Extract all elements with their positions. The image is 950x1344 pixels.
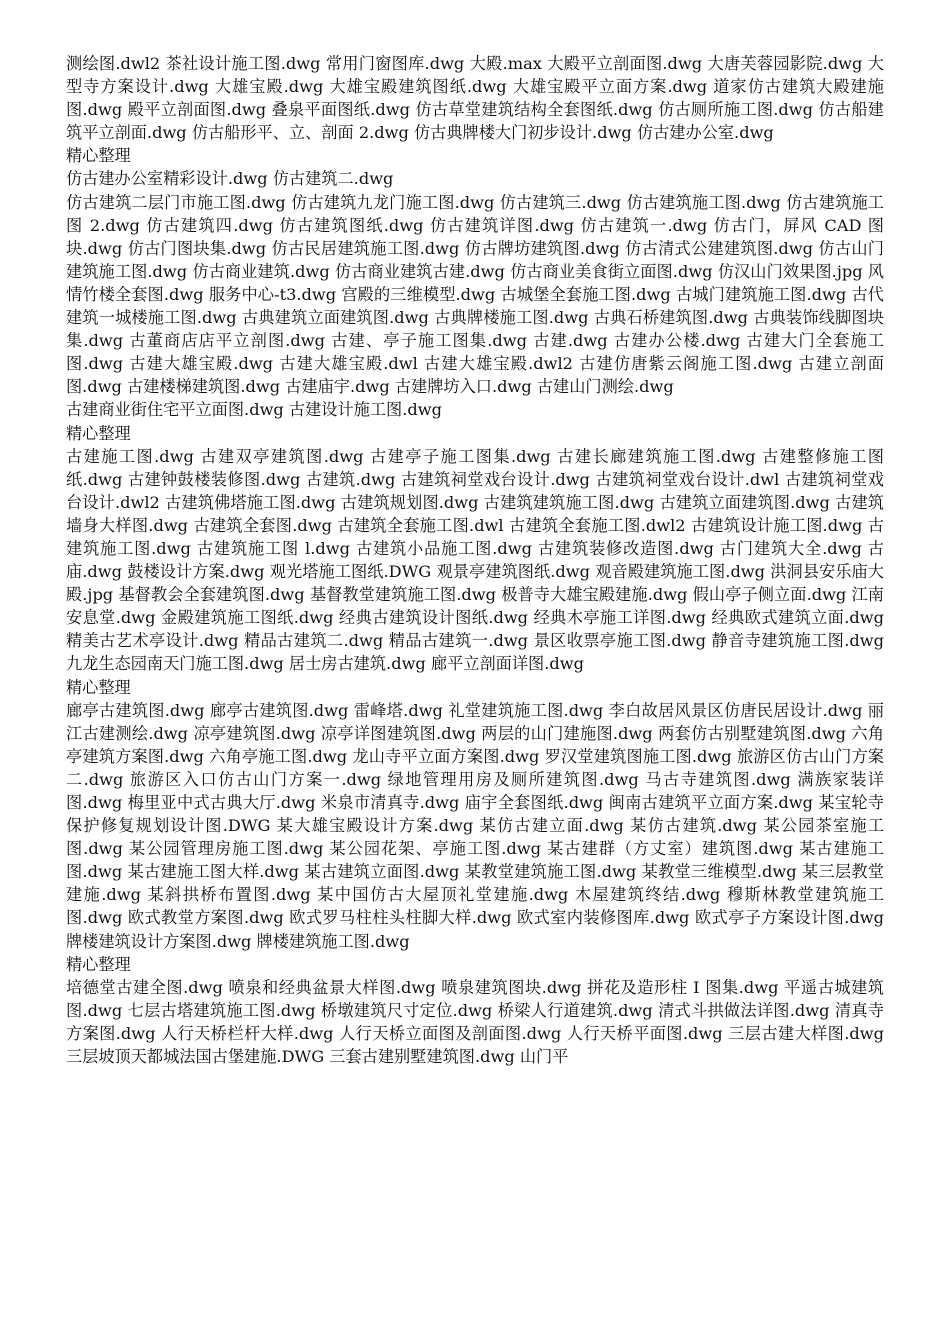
section-heading: 精心整理 — [66, 677, 131, 697]
paragraph: 仿古建筑二层门市施工图.dwg 仿古建筑九龙门施工图.dwg 仿古建筑三.dwg 仿古建筑施工图.dwg 仿古建筑施工图 2.dwg 仿古建筑四.dwg 仿古建筑图纸.dwg 仿古建筑详图.dwg 仿古建筑一.dwg 仿古门，屏风 CAD 图块.dwg 仿古门图块集.dwg 仿古民居建筑施工图.dwg 仿古牌坊建筑图.dwg 仿古清式公建建筑图.dwg 仿古山门建筑施工图.dwg 仿古商业建筑.dwg 仿古商业建筑古建.dwg 仿古商业美食街立面图.dwg 仿汉山门效果图.jpg 风情竹楼全套图.dwg 服务中心-t3.dwg 宫殿的三维模型.dwg 古城堡全套施工图.dwg 古城门建筑施工图.dwg 古代建筑一城楼施工图.dwg 古典建筑立面建筑图.dwg 古典牌楼施工图.dwg 古典石桥建筑图.dwg 古典装饰线脚图块集.dwg 古董商店店平立剖图.dwg 古建、亭子施工图集.dwg 古建.dwg 古建办公楼.dwg 古建大门全套施工图.dwg 古建大雄宝殿.dwg 古建大雄宝殿.dwl 古建大雄宝殿.dwl2 古建仿唐紫云阁施工图.dwg 古建立剖面图.dwg 古建楼梯建筑图.dwg 古建庙宇.dwg 古建牌坊入口.dwg 古建山门测绘.dwg — [66, 192, 884, 397]
paragraph: 仿古建办公室精彩设计.dwg 仿古建筑二.dwg — [66, 169, 394, 189]
section-heading: 精心整理 — [66, 954, 131, 974]
paragraph: 培德堂古建全图.dwg 喷泉和经典盆景大样图.dwg 喷泉建筑图块.dwg 拼花及造形柱 I 图集.dwg 平遥古城建筑图.dwg 七层古塔建筑施工图.dwg 桥墩建筑尺寸定位.dwg 桥梁人行道建筑.dwg 清式斗拱做法详图.dwg 清真寺方案图.dwg 人行天桥栏杆大样.dwg 人行天桥立面图及剖面图.dwg 人行天桥平面图.dwg 三层古建大样图.dwg 三层坡顶天都城法国古堡建施.DWG 三套古建别墅建筑图.dwg 山门平 — [66, 977, 884, 1067]
paragraph: 廊亭古建筑图.dwg 廊亭古建筑图.dwg 雷峰塔.dwg 礼堂建筑施工图.dwg 李白故居风景区仿唐民居设计.dwg 丽江古建测绘.dwg 凉亭建筑图.dwg 凉亭详图建筑图.dwg 两层的山门建施图.dwg 两套仿古别墅建筑图.dwg 六角亭建筑方案图.dwg 六角亭施工图.dwg 龙山寺平立面方案图.dwg 罗汉堂建筑图施工图.dwg 旅游区仿古山门方案二.dwg 旅游区入口仿古山门方案一.dwg 绿地管理用房及厕所建筑图.dwg 马古寺建筑图.dwg 满族家装详图.dwg 梅里亚中式古典大厅.dwg 米泉市清真寺.dwg 庙宇全套图纸.dwg 闽南古建筑平立面方案.dwg 某宝轮寺保护修复规划设计图.DWG 某大雄宝殿设计方案.dwg 某仿古建立面.dwg 某仿古建筑.dwg 某公园茶室施工图.dwg 某公园管理房施工图.dwg 某公园花架、亭施工图.dwg 某古建群（方丈室）建筑图.dwg 某古建施工图.dwg 某古建施工图大样.dwg 某古建筑立面图.dwg 某教堂建筑施工图.dwg 某教堂三维模型.dwg 某三层教堂建施.dwg 某斜拱桥布置图.dwg 某中国仿古大屋顶礼堂建施.dwg 木屋建筑终结.dwg 穆斯林教堂建筑施工图.dwg 欧式教堂方案图.dwg 欧式罗马柱柱头柱脚大样.dwg 欧式室内装修图库.dwg 欧式亭子方案设计图.dwg 牌楼建筑设计方案图.dwg 牌楼建筑施工图.dwg — [66, 700, 884, 951]
paragraph: 古建施工图.dwg 古建双亭建筑图.dwg 古建亭子施工图集.dwg 古建长廊建筑施工图.dwg 古建整修施工图纸.dwg 古建钟鼓楼装修图.dwg 古建筑.dwg 古建筑祠堂戏台设计.dwg 古建筑祠堂戏台设计.dwl 古建筑祠堂戏台设计.dwl2 古建筑佛塔施工图.dwg 古建筑规划图.dwg 古建筑建筑施工图.dwg 古建筑立面建筑图.dwg 古建筑墙身大样图.dwg 古建筑全套图.dwg 古建筑全套施工图.dwl 古建筑全套施工图.dwl2 古建筑设计施工图.dwg 古建筑施工图.dwg 古建筑施工图 l.dwg 古建筑小品施工图.dwg 古建筑装修改造图.dwg 古门建筑大全.dwg 古庙.dwg 鼓楼设计方案.dwg 观光塔施工图纸.DWG 观景亭建筑图纸.dwg 观音殿建筑施工图.dwg 洪洞县安乐庙大殿.jpg 基督教会全套建筑图.dwg 基督教堂建筑施工图.dwg 极普寺大雄宝殿建施.dwg 假山亭子侧立面.dwg 江南安息堂.dwg 金殿建筑施工图纸.dwg 经典古建筑设计图纸.dwg 经典木亭施工详图.dwg 经典欧式建筑立面.dwg 精美古艺术亭设计.dwg 精品古建筑二.dwg 精品古建筑一.dwg 景区收票亭施工图.dwg 静音寺建筑施工图.dwg 九龙生态园南天门施工图.dwg 居士房古建筑.dwg 廊平立剖面详图.dwg — [66, 446, 884, 674]
section-heading: 精心整理 — [66, 146, 131, 166]
paragraph: 古建商业街住宅平立面图.dwg 古建设计施工图.dwg — [66, 400, 442, 420]
paragraph: 测绘图.dwl2 茶社设计施工图.dwg 常用门窗图库.dwg 大殿.max 大殿平立剖面图.dwg 大唐芙蓉园影院.dwg 大型寺方案设计.dwg 大雄宝殿.dwg 大雄宝殿建筑图纸.dwg 大雄宝殿平立面方案.dwg 道家仿古建筑大殿建施图.dwg 殿平立剖面图.dwg 叠泉平面图纸.dwg 仿古草堂建筑结构全套图纸.dwg 仿古厕所施工图.dwg 仿古船建筑平立剖面.dwg 仿古船形平、立、剖面 2.dwg 仿古典牌楼大门初步设计.dwg 仿古建办公室.dwg — [66, 54, 884, 143]
section-heading: 精心整理 — [66, 423, 131, 443]
